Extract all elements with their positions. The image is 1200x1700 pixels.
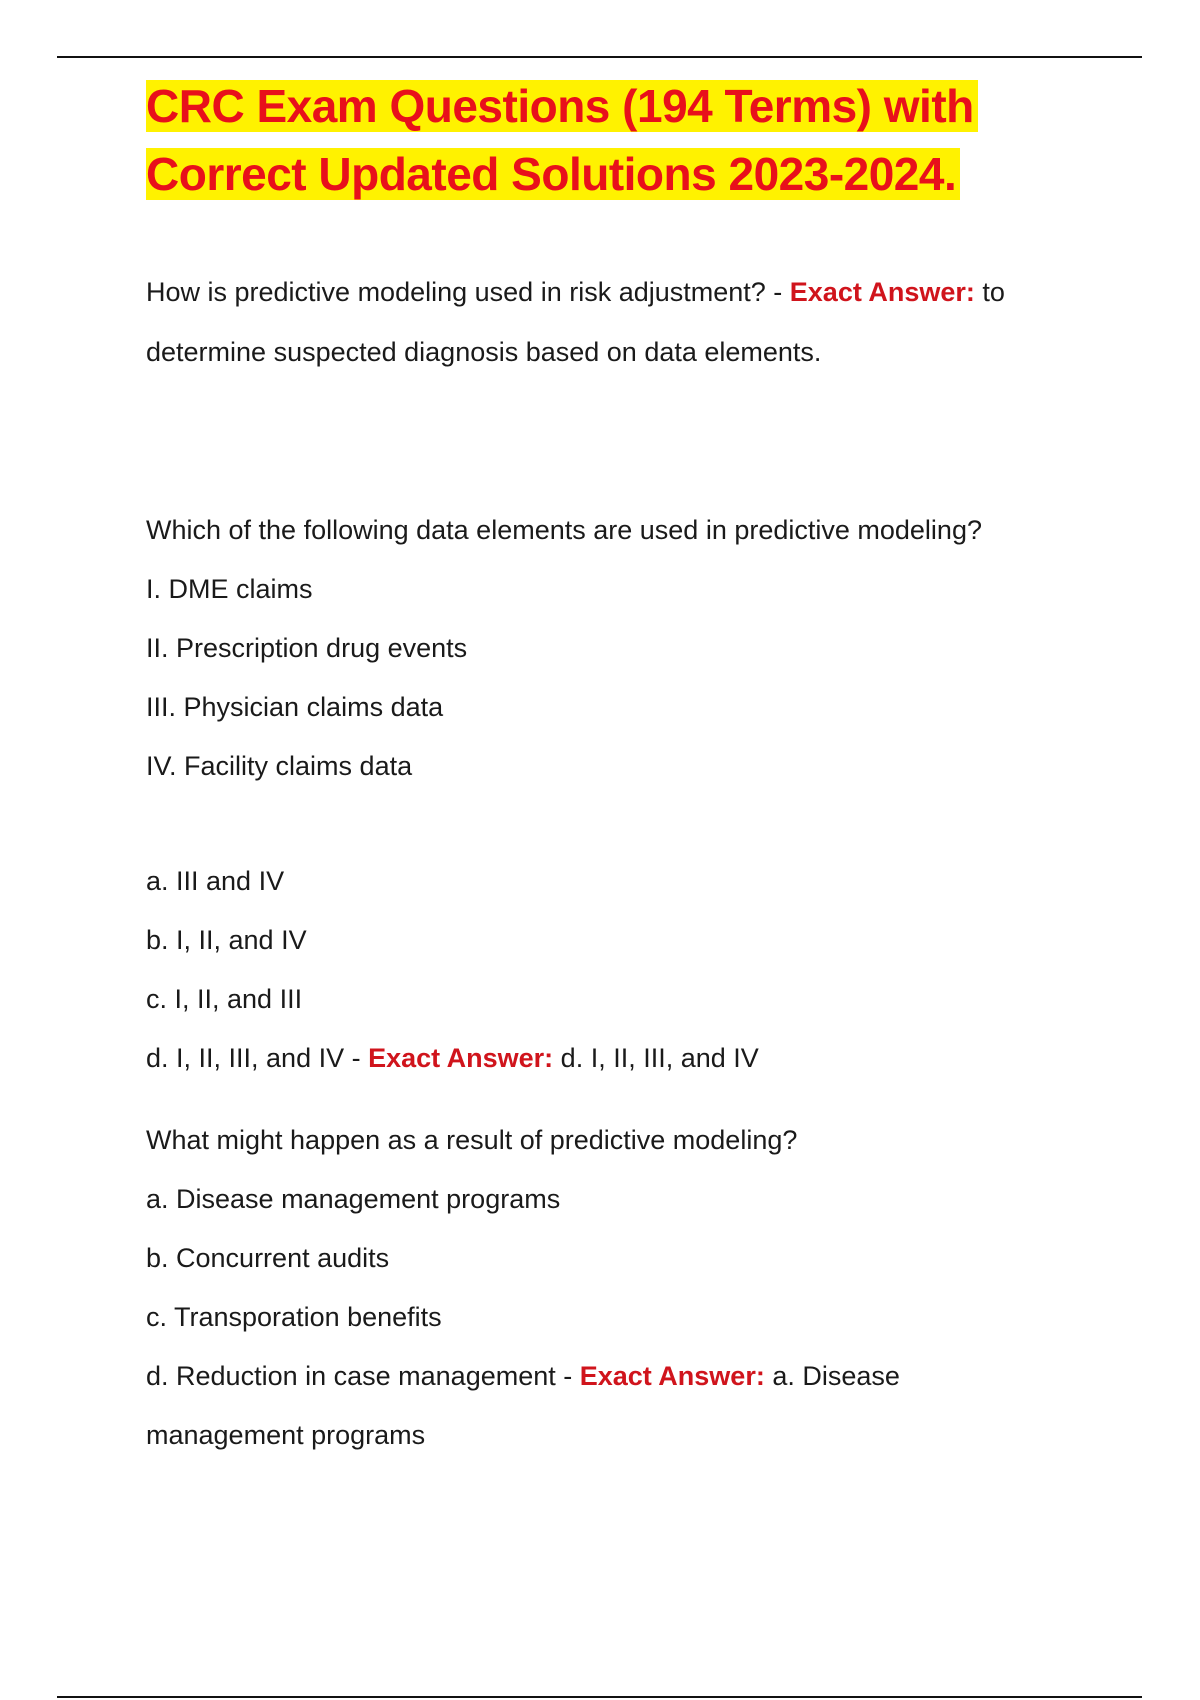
- q3-answer-part1: a. Disease: [764, 1361, 900, 1391]
- title-line-2: Correct Updated Solutions 2023-2024.: [146, 148, 960, 200]
- bottom-rule: [57, 1696, 1142, 1698]
- q2-last-option-line: [146, 1038, 982, 1078]
- title-line-1: CRC Exam Questions (194 Terms) with: [146, 80, 978, 132]
- q2-item: II. Prescription drug events: [146, 633, 468, 663]
- q2-answer-label: Exact Answer:: [368, 1043, 554, 1073]
- q2-answer: d. I, II, III, and IV: [553, 1043, 759, 1073]
- q1-line-2: [146, 332, 1005, 372]
- q2-last-option: d. I, II, III, and IV -: [146, 1043, 369, 1073]
- q3-option: c. Transporation benefits: [146, 1302, 442, 1332]
- q1-answer-part1: to: [974, 277, 1005, 307]
- question-3: [146, 1120, 900, 1455]
- q2-option: a. III and IV: [146, 866, 285, 896]
- q2-item: I. DME claims: [146, 574, 313, 604]
- q1-answer-label: Exact Answer:: [789, 277, 975, 307]
- q3-answer-line-2: [146, 1415, 900, 1455]
- q2-option: c. I, II, and III: [146, 984, 303, 1014]
- q2-option: b. I, II, and IV: [146, 925, 307, 955]
- q1-line-1: [146, 272, 1005, 312]
- q3-last-option: d. Reduction in case management -: [146, 1361, 580, 1391]
- q3-question: What might happen as a result of predictive modeling?: [146, 1125, 798, 1155]
- q3-answer-part2: management programs: [146, 1420, 426, 1450]
- document-body: [146, 72, 1106, 1450]
- q2-item: IV. Facility claims data: [146, 751, 413, 781]
- question-1: [146, 272, 1005, 372]
- top-rule: [57, 56, 1142, 58]
- q2-question: Which of the following data elements are used in predictive modeling?: [146, 515, 982, 545]
- q3-option: b. Concurrent audits: [146, 1243, 390, 1273]
- document-title: [146, 72, 1106, 208]
- q3-option: a. Disease management programs: [146, 1184, 561, 1214]
- question-2: [146, 510, 982, 1078]
- q1-answer-part2: determine suspected diagnosis based on data elements.: [146, 337, 822, 367]
- q1-question: How is predictive modeling used in risk adjustment? -: [146, 277, 790, 307]
- q2-item: III. Physician claims data: [146, 692, 444, 722]
- q3-answer-label: Exact Answer:: [579, 1361, 765, 1391]
- q3-last-option-line: [146, 1356, 900, 1396]
